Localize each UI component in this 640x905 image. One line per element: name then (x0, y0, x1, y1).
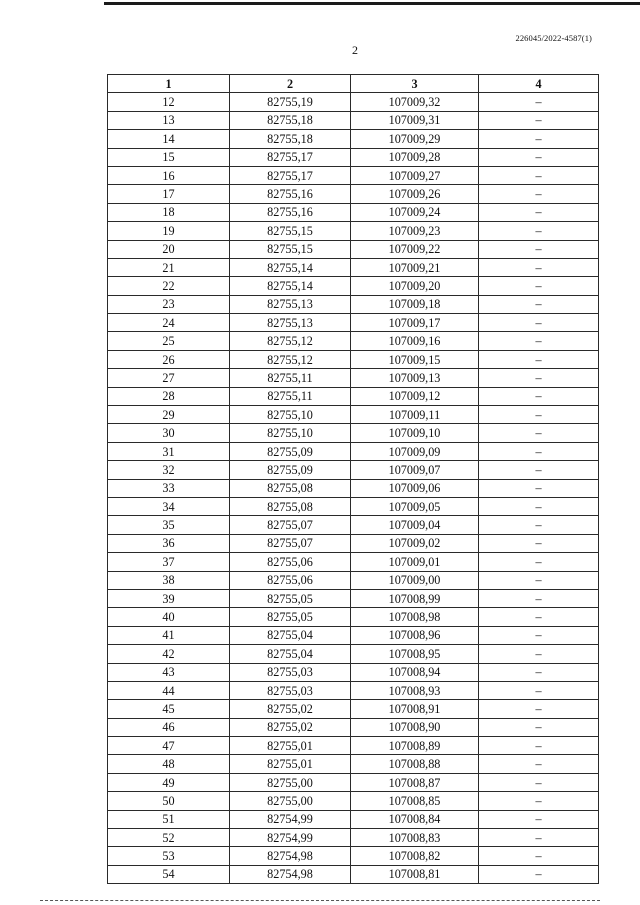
y-coordinate-cell: 107008,90 (351, 718, 479, 736)
y-coordinate-cell: 107008,83 (351, 829, 479, 847)
point-number-cell: 18 (108, 203, 230, 221)
table-row (108, 350, 599, 368)
y-coordinate-cell: 107009,26 (351, 185, 479, 203)
y-coordinate-cell: 107009,01 (351, 553, 479, 571)
note-cell: – (479, 148, 599, 166)
point-number-cell: 49 (108, 773, 230, 791)
note-cell: – (479, 534, 599, 552)
document-reference: 226045/2022-4587(1) (515, 33, 592, 43)
y-coordinate-cell: 107008,85 (351, 792, 479, 810)
note-cell: – (479, 258, 599, 276)
note-cell: – (479, 93, 599, 111)
point-number-cell: 13 (108, 111, 230, 129)
point-number-cell: 33 (108, 479, 230, 497)
note-cell: – (479, 718, 599, 736)
table-row (108, 553, 599, 571)
point-number-cell: 48 (108, 755, 230, 773)
y-coordinate-cell: 107009,31 (351, 111, 479, 129)
note-cell: – (479, 571, 599, 589)
point-number-cell: 23 (108, 295, 230, 313)
x-coordinate-cell: 82755,00 (230, 773, 351, 791)
point-number-cell: 12 (108, 93, 230, 111)
x-coordinate-cell: 82755,01 (230, 737, 351, 755)
table-row (108, 516, 599, 534)
table-row (108, 332, 599, 350)
point-number-cell: 22 (108, 277, 230, 295)
point-number-cell: 42 (108, 645, 230, 663)
y-coordinate-cell: 107009,06 (351, 479, 479, 497)
point-number-cell: 40 (108, 608, 230, 626)
note-cell: – (479, 608, 599, 626)
point-number-cell: 46 (108, 718, 230, 736)
x-coordinate-cell: 82754,99 (230, 829, 351, 847)
point-number-cell: 14 (108, 130, 230, 148)
table-row (108, 737, 599, 755)
note-cell: – (479, 810, 599, 828)
y-coordinate-cell: 107009,15 (351, 350, 479, 368)
y-coordinate-cell: 107009,13 (351, 369, 479, 387)
y-coordinate-cell: 107008,91 (351, 700, 479, 718)
point-number-cell: 43 (108, 663, 230, 681)
note-cell: – (479, 442, 599, 460)
point-number-cell: 29 (108, 406, 230, 424)
note-cell: – (479, 350, 599, 368)
note-cell: – (479, 479, 599, 497)
y-coordinate-cell: 107009,22 (351, 240, 479, 258)
note-cell: – (479, 497, 599, 515)
table-row (108, 130, 599, 148)
y-coordinate-cell: 107009,07 (351, 461, 479, 479)
table-row (108, 663, 599, 681)
note-cell: – (479, 295, 599, 313)
note-cell: – (479, 516, 599, 534)
x-coordinate-cell: 82755,04 (230, 626, 351, 644)
x-coordinate-cell: 82755,17 (230, 166, 351, 184)
table-row (108, 93, 599, 111)
x-coordinate-cell: 82755,14 (230, 277, 351, 295)
x-coordinate-cell: 82755,13 (230, 314, 351, 332)
bottom-border-line (40, 900, 600, 902)
table-row (108, 479, 599, 497)
y-coordinate-cell: 107008,95 (351, 645, 479, 663)
point-number-cell: 24 (108, 314, 230, 332)
point-number-cell: 41 (108, 626, 230, 644)
note-cell: – (479, 332, 599, 350)
y-coordinate-cell: 107009,12 (351, 387, 479, 405)
table-row (108, 406, 599, 424)
x-coordinate-cell: 82755,08 (230, 497, 351, 515)
note-cell: – (479, 589, 599, 607)
point-number-cell: 53 (108, 847, 230, 865)
y-coordinate-cell: 107009,23 (351, 222, 479, 240)
note-cell: – (479, 111, 599, 129)
point-number-cell: 26 (108, 350, 230, 368)
table-row (108, 755, 599, 773)
y-coordinate-cell: 107009,10 (351, 424, 479, 442)
table-row (108, 148, 599, 166)
column-header-1: 1 (108, 75, 230, 93)
point-number-cell: 21 (108, 258, 230, 276)
point-number-cell: 27 (108, 369, 230, 387)
note-cell: – (479, 424, 599, 442)
x-coordinate-cell: 82755,01 (230, 755, 351, 773)
x-coordinate-cell: 82755,03 (230, 663, 351, 681)
note-cell: – (479, 553, 599, 571)
x-coordinate-cell: 82755,15 (230, 222, 351, 240)
point-number-cell: 54 (108, 865, 230, 883)
x-coordinate-cell: 82755,17 (230, 148, 351, 166)
point-number-cell: 50 (108, 792, 230, 810)
note-cell: – (479, 203, 599, 221)
point-number-cell: 30 (108, 424, 230, 442)
point-number-cell: 34 (108, 497, 230, 515)
note-cell: – (479, 166, 599, 184)
table-row (108, 314, 599, 332)
y-coordinate-cell: 107008,84 (351, 810, 479, 828)
x-coordinate-cell: 82755,13 (230, 295, 351, 313)
y-coordinate-cell: 107008,98 (351, 608, 479, 626)
note-cell: – (479, 755, 599, 773)
x-coordinate-cell: 82755,18 (230, 130, 351, 148)
x-coordinate-cell: 82755,02 (230, 718, 351, 736)
note-cell: – (479, 829, 599, 847)
table-row (108, 865, 599, 883)
x-coordinate-cell: 82755,12 (230, 350, 351, 368)
note-cell: – (479, 737, 599, 755)
x-coordinate-cell: 82755,00 (230, 792, 351, 810)
table-row (108, 277, 599, 295)
point-number-cell: 37 (108, 553, 230, 571)
y-coordinate-cell: 107008,89 (351, 737, 479, 755)
note-cell: – (479, 626, 599, 644)
column-header-2: 2 (230, 75, 351, 93)
x-coordinate-cell: 82755,06 (230, 571, 351, 589)
note-cell: – (479, 314, 599, 332)
x-coordinate-cell: 82755,07 (230, 516, 351, 534)
point-number-cell: 47 (108, 737, 230, 755)
note-cell: – (479, 387, 599, 405)
y-coordinate-cell: 107009,11 (351, 406, 479, 424)
y-coordinate-cell: 107009,21 (351, 258, 479, 276)
note-cell: – (479, 369, 599, 387)
y-coordinate-cell: 107008,94 (351, 663, 479, 681)
x-coordinate-cell: 82755,09 (230, 461, 351, 479)
table-row (108, 681, 599, 699)
table-row (108, 534, 599, 552)
table-row (108, 295, 599, 313)
y-coordinate-cell: 107009,32 (351, 93, 479, 111)
point-number-cell: 15 (108, 148, 230, 166)
y-coordinate-cell: 107009,02 (351, 534, 479, 552)
x-coordinate-cell: 82755,05 (230, 589, 351, 607)
table-row (108, 369, 599, 387)
note-cell: – (479, 700, 599, 718)
table-row (108, 571, 599, 589)
x-coordinate-cell: 82755,14 (230, 258, 351, 276)
x-coordinate-cell: 82755,15 (230, 240, 351, 258)
x-coordinate-cell: 82755,02 (230, 700, 351, 718)
point-number-cell: 44 (108, 681, 230, 699)
top-border-line (104, 2, 640, 5)
point-number-cell: 51 (108, 810, 230, 828)
note-cell: – (479, 222, 599, 240)
y-coordinate-cell: 107008,81 (351, 865, 479, 883)
x-coordinate-cell: 82754,99 (230, 810, 351, 828)
y-coordinate-cell: 107009,09 (351, 442, 479, 460)
page-number: 2 (352, 43, 358, 57)
y-coordinate-cell: 107008,88 (351, 755, 479, 773)
x-coordinate-cell: 82755,11 (230, 387, 351, 405)
table-row (108, 718, 599, 736)
note-cell: – (479, 461, 599, 479)
point-number-cell: 45 (108, 700, 230, 718)
x-coordinate-cell: 82755,18 (230, 111, 351, 129)
y-coordinate-cell: 107008,96 (351, 626, 479, 644)
table-row (108, 700, 599, 718)
x-coordinate-cell: 82755,04 (230, 645, 351, 663)
point-number-cell: 32 (108, 461, 230, 479)
x-coordinate-cell: 82755,12 (230, 332, 351, 350)
column-header-3: 3 (351, 75, 479, 93)
table-row (108, 589, 599, 607)
point-number-cell: 16 (108, 166, 230, 184)
table-row (108, 222, 599, 240)
x-coordinate-cell: 82755,08 (230, 479, 351, 497)
y-coordinate-cell: 107009,00 (351, 571, 479, 589)
point-number-cell: 36 (108, 534, 230, 552)
note-cell: – (479, 847, 599, 865)
point-number-cell: 52 (108, 829, 230, 847)
note-cell: – (479, 185, 599, 203)
x-coordinate-cell: 82755,05 (230, 608, 351, 626)
point-number-cell: 20 (108, 240, 230, 258)
y-coordinate-cell: 107009,17 (351, 314, 479, 332)
note-cell: – (479, 792, 599, 810)
y-coordinate-cell: 107008,99 (351, 589, 479, 607)
table-row (108, 111, 599, 129)
table-row (108, 847, 599, 865)
x-coordinate-cell: 82755,10 (230, 424, 351, 442)
table-row (108, 387, 599, 405)
point-number-cell: 19 (108, 222, 230, 240)
table-row (108, 792, 599, 810)
table-row (108, 608, 599, 626)
y-coordinate-cell: 107009,05 (351, 497, 479, 515)
note-cell: – (479, 130, 599, 148)
x-coordinate-cell: 82755,19 (230, 93, 351, 111)
note-cell: – (479, 681, 599, 699)
note-cell: – (479, 865, 599, 883)
table-row (108, 810, 599, 828)
x-coordinate-cell: 82755,06 (230, 553, 351, 571)
point-number-cell: 28 (108, 387, 230, 405)
table-row (108, 240, 599, 258)
y-coordinate-cell: 107009,16 (351, 332, 479, 350)
table-row (108, 497, 599, 515)
table-row (108, 203, 599, 221)
x-coordinate-cell: 82755,03 (230, 681, 351, 699)
note-cell: – (479, 277, 599, 295)
x-coordinate-cell: 82754,98 (230, 865, 351, 883)
y-coordinate-cell: 107008,87 (351, 773, 479, 791)
note-cell: – (479, 663, 599, 681)
table-body (108, 93, 599, 884)
coordinates-table (107, 74, 599, 884)
x-coordinate-cell: 82755,09 (230, 442, 351, 460)
note-cell: – (479, 773, 599, 791)
point-number-cell: 38 (108, 571, 230, 589)
table-row (108, 626, 599, 644)
y-coordinate-cell: 107008,93 (351, 681, 479, 699)
note-cell: – (479, 645, 599, 663)
table-row (108, 645, 599, 663)
y-coordinate-cell: 107009,27 (351, 166, 479, 184)
x-coordinate-cell: 82755,11 (230, 369, 351, 387)
point-number-cell: 17 (108, 185, 230, 203)
x-coordinate-cell: 82755,10 (230, 406, 351, 424)
column-header-4: 4 (479, 75, 599, 93)
note-cell: – (479, 406, 599, 424)
point-number-cell: 35 (108, 516, 230, 534)
y-coordinate-cell: 107009,04 (351, 516, 479, 534)
x-coordinate-cell: 82755,16 (230, 185, 351, 203)
table-header-row (108, 75, 599, 93)
x-coordinate-cell: 82754,98 (230, 847, 351, 865)
table-row (108, 773, 599, 791)
table-row (108, 258, 599, 276)
table-row (108, 166, 599, 184)
x-coordinate-cell: 82755,16 (230, 203, 351, 221)
y-coordinate-cell: 107009,29 (351, 130, 479, 148)
x-coordinate-cell: 82755,07 (230, 534, 351, 552)
y-coordinate-cell: 107009,18 (351, 295, 479, 313)
y-coordinate-cell: 107008,82 (351, 847, 479, 865)
point-number-cell: 31 (108, 442, 230, 460)
table-row (108, 461, 599, 479)
table-row (108, 829, 599, 847)
table-row (108, 424, 599, 442)
point-number-cell: 39 (108, 589, 230, 607)
y-coordinate-cell: 107009,28 (351, 148, 479, 166)
table-row (108, 185, 599, 203)
y-coordinate-cell: 107009,24 (351, 203, 479, 221)
y-coordinate-cell: 107009,20 (351, 277, 479, 295)
note-cell: – (479, 240, 599, 258)
table-row (108, 442, 599, 460)
point-number-cell: 25 (108, 332, 230, 350)
